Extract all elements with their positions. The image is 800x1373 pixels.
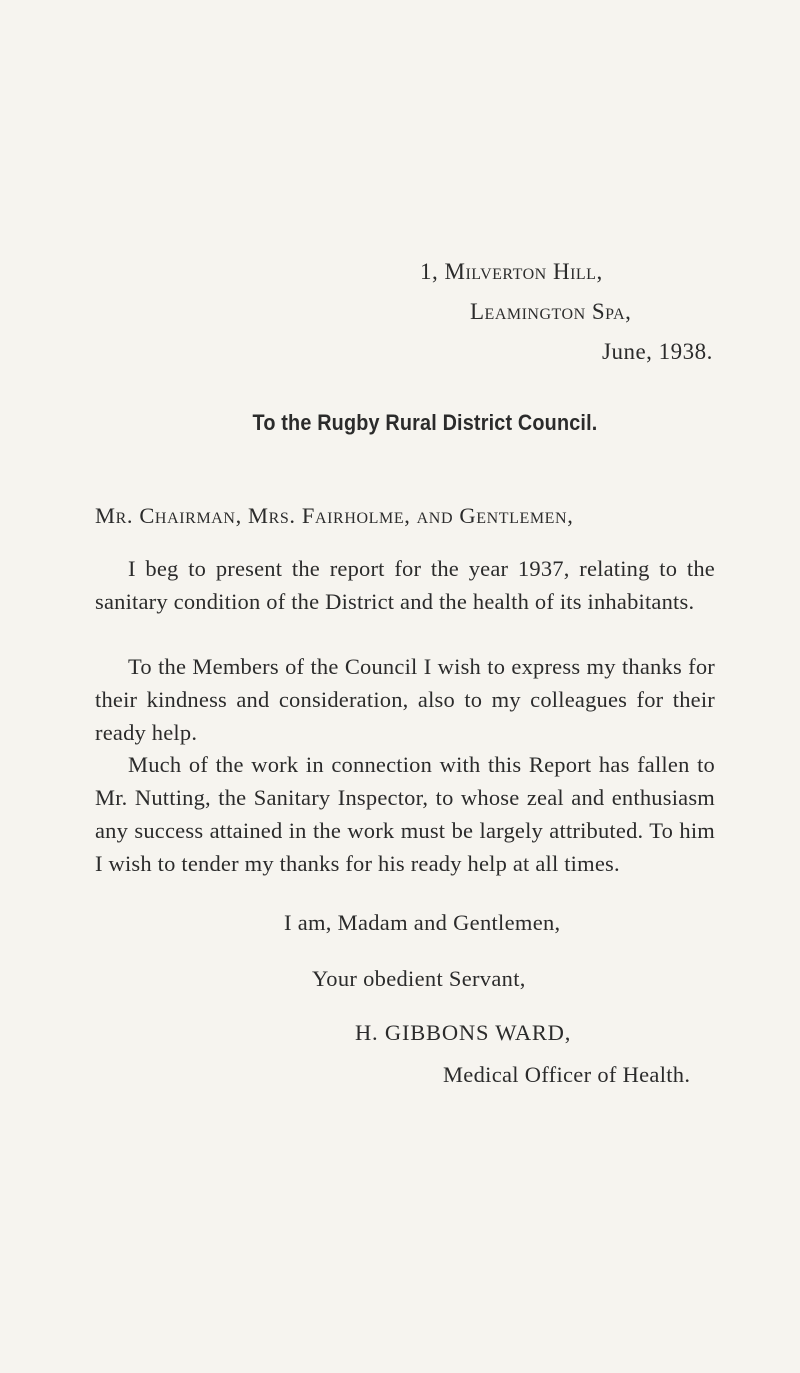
paragraph-text: To the Members of the Council I wish to express my thanks for their kindness and consideration, also to my colleagues for their ready help. bbox=[95, 654, 715, 745]
letter-heading: To the Rugby Rural District Council. bbox=[252, 410, 598, 435]
paragraph-text: I beg to present the report for the year 1937, relating to the sanitary condition of the District and the health of its inhabitants. bbox=[95, 556, 715, 614]
address-town: Leamington Spa, bbox=[470, 299, 632, 324]
address-street: 1, Milverton Hill, bbox=[420, 259, 603, 284]
letter-date: June, 1938. bbox=[602, 339, 713, 364]
paragraph-inspector bbox=[95, 748, 715, 880]
closing-line: I am, Madam and Gentlemen, bbox=[284, 910, 561, 935]
signature-title: Medical Officer of Health. bbox=[443, 1062, 691, 1087]
signature-name: H. GIBBONS WARD, bbox=[355, 1020, 572, 1045]
paragraph-thanks bbox=[95, 650, 715, 749]
salutation: Mr. Chairman, Mrs. Fairholme, and Gentlemen, bbox=[95, 503, 574, 528]
paragraph-report bbox=[95, 552, 715, 618]
closing-servant: Your obedient Servant, bbox=[312, 966, 526, 991]
sender-address bbox=[420, 252, 740, 372]
paragraph-text: Much of the work in connection with this Report has fallen to Mr. Nutting, the Sanitary Inspector, to whose zeal and enthusiasm any success attained in the work must be largely attributed. To him I wish to tender my thanks for his ready help at all times. bbox=[95, 752, 715, 876]
